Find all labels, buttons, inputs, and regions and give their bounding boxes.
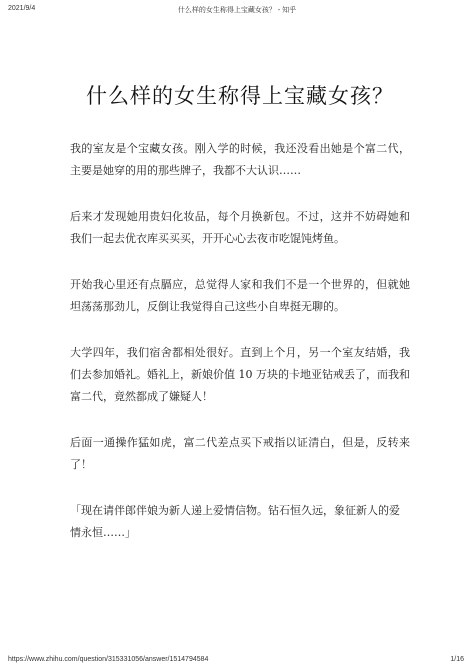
article-paragraph-5: 后面一通操作猛如虎，富二代差点买下戒指以证清白，但是，反转来了！ (70, 436, 410, 471)
article-title: 什么样的女生称得上宝藏女孩？ (86, 84, 394, 108)
print-date: 2021/9/4 (8, 5, 36, 12)
print-page-title: 什么样的女生称得上宝藏女孩？ - 知乎 (177, 7, 297, 14)
article-body (70, 76, 410, 544)
print-page-number: 1/16 (450, 656, 464, 663)
article-paragraph-3: 开始我心里还有点膈应，总觉得人家和我们不是一个世界的，但就她坦荡荡那劲儿，反倒让我觉得自己这些小自卑挺无聊的。 (70, 278, 410, 313)
print-footer (0, 656, 474, 666)
article-quote: 「现在请伴郎伴娘为新人递上爱情信物。钻石恒久远，象征新人的爱情永恒……」 (70, 504, 400, 539)
article-paragraph-4: 大学四年，我们宿舍都相处很好。直到上个月，另一个室友结婚，我们去参加婚礼。婚礼上，新娘价值 10 万块的卡地亚钻戒丢了，而我和富二代，竟然都成了嫌疑人！ (70, 346, 410, 403)
article-paragraph-2: 后来才发现她用贵妇化妆品，每个月换新包。不过，这并不妨碍她和我们一起去优衣库买买买，开开心心去夜市吃馄饨烤鱼。 (70, 210, 410, 245)
print-url: https://www.zhihu.com/question/315331056/answer/1514794584 (8, 656, 209, 663)
print-header (0, 5, 474, 15)
article-paragraph-1: 我的室友是个宝藏女孩。刚入学的时候，我还没看出她是个富二代，主要是她穿的用的那些牌子，我都不大认识…… (70, 142, 410, 177)
